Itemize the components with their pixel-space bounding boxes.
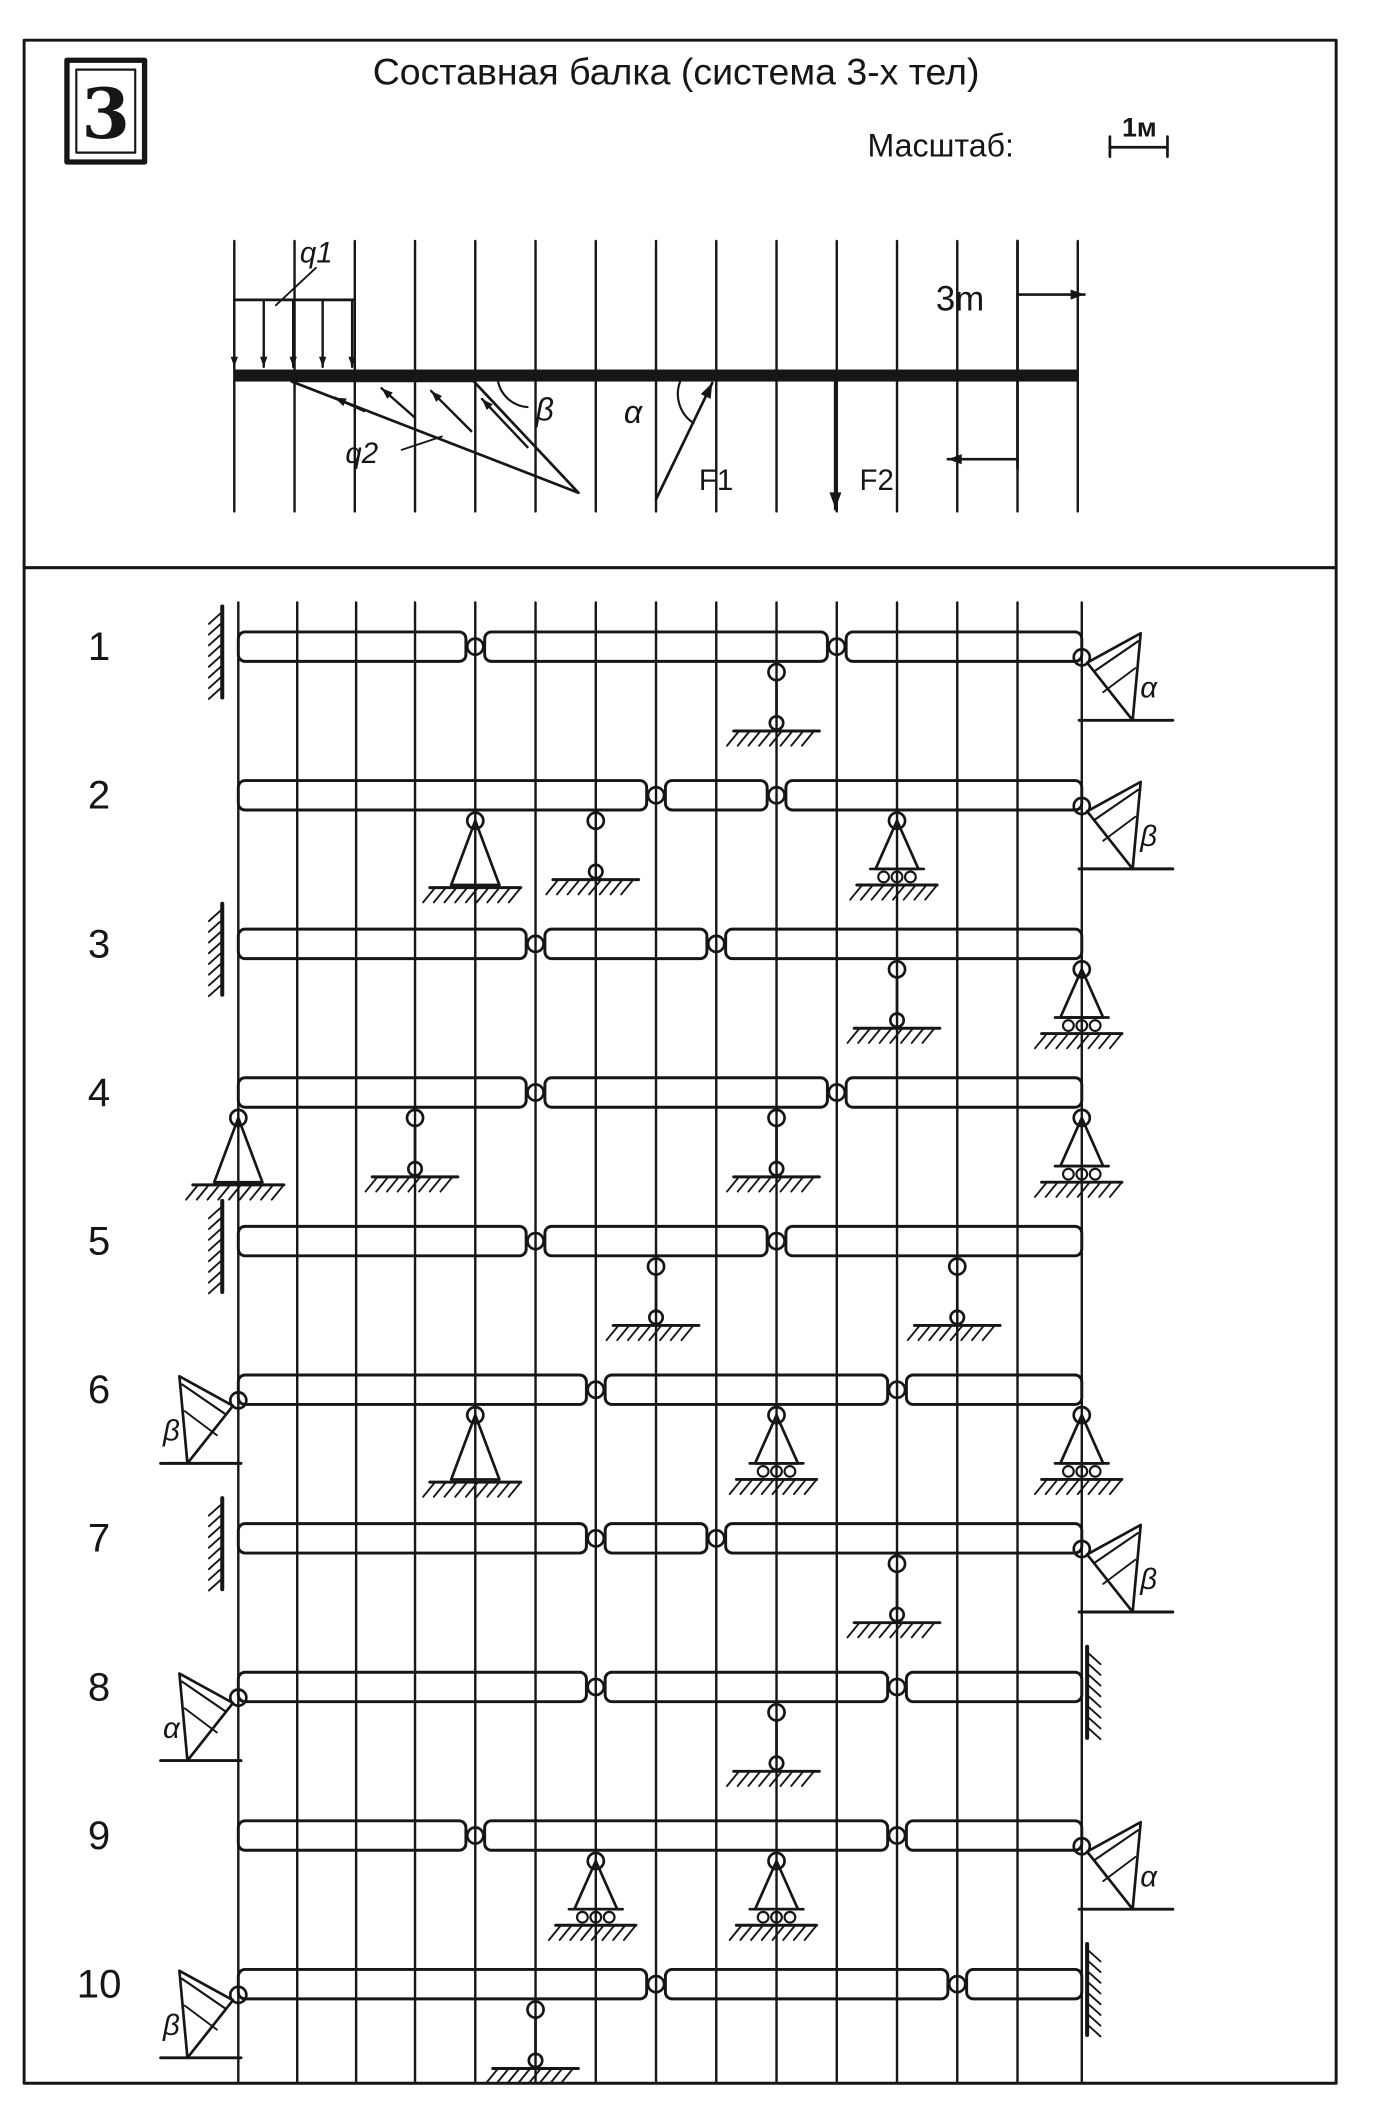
scale-bar bbox=[1110, 113, 1168, 157]
rod-support bbox=[847, 1556, 939, 1638]
support-angle-label: β bbox=[1140, 820, 1158, 854]
beam-segment bbox=[665, 1969, 947, 1998]
scheme-row bbox=[88, 1647, 1101, 1786]
roller-support bbox=[730, 1853, 817, 1940]
q2-arrow bbox=[382, 388, 415, 417]
rod-support bbox=[486, 2002, 578, 2084]
beam-segment bbox=[726, 929, 1082, 958]
scheme-number: 1 bbox=[87, 624, 111, 670]
inclined-support bbox=[1074, 782, 1173, 869]
q2-arrow bbox=[431, 391, 471, 431]
fixed-wall bbox=[209, 1201, 222, 1293]
scheme-number: 9 bbox=[87, 1812, 111, 1858]
q1-arrow bbox=[231, 300, 238, 367]
beta-label: β bbox=[535, 391, 554, 428]
beam-segment bbox=[906, 1821, 1081, 1850]
beam-segment bbox=[605, 1375, 887, 1404]
support-angle-label: β bbox=[162, 2009, 180, 2043]
beam-segment bbox=[238, 632, 466, 661]
rod-support bbox=[606, 1259, 698, 1341]
support-angle-label: α bbox=[1140, 1860, 1158, 1894]
scheme-row bbox=[88, 1070, 1122, 1200]
roller-support bbox=[730, 1407, 817, 1494]
pin-support bbox=[423, 1407, 521, 1497]
support-angle-label: β bbox=[162, 1414, 180, 1448]
support-angle-label: α bbox=[162, 1711, 180, 1745]
scheme-number: 8 bbox=[87, 1664, 111, 1710]
inclined-support bbox=[1074, 1525, 1173, 1612]
main-beam bbox=[234, 370, 1077, 382]
moment-arrow-top bbox=[1018, 289, 1085, 299]
variant-badge bbox=[67, 60, 145, 162]
scheme-row bbox=[88, 773, 1173, 903]
beam-segment bbox=[906, 1672, 1081, 1701]
inclined-support bbox=[161, 1376, 247, 1463]
scheme-number: 10 bbox=[76, 1961, 122, 2007]
scheme-row bbox=[88, 1201, 1082, 1340]
scheme-number: 3 bbox=[87, 921, 111, 967]
f1-label: F1 bbox=[698, 464, 734, 498]
roller-support bbox=[850, 813, 937, 900]
beam-segment bbox=[238, 1969, 646, 1998]
rod-support bbox=[727, 664, 819, 746]
moment-label: 3m bbox=[935, 279, 985, 319]
scheme-row bbox=[77, 1944, 1101, 2083]
fixed-wall bbox=[209, 1498, 222, 1590]
scheme-row bbox=[88, 904, 1122, 1049]
fixed-wall bbox=[209, 904, 222, 996]
rod-support bbox=[847, 961, 939, 1043]
roller-support bbox=[1035, 961, 1122, 1048]
beam-segment bbox=[238, 781, 646, 810]
page-title: Составная балка (система 3-х тел) bbox=[372, 50, 980, 93]
rod-support bbox=[727, 1110, 819, 1192]
moment-arrow-bottom bbox=[948, 454, 1018, 464]
scheme-number: 2 bbox=[87, 772, 111, 818]
beam-segment bbox=[786, 1226, 1082, 1255]
inclined-support bbox=[1074, 633, 1173, 720]
scheme-number: 5 bbox=[87, 1218, 111, 1264]
beam-segment bbox=[238, 1375, 586, 1404]
f2-arrow bbox=[829, 382, 841, 509]
q2-label: q2 bbox=[345, 437, 379, 471]
beam-segment bbox=[238, 1672, 586, 1701]
beam-segment bbox=[485, 1821, 888, 1850]
beam-segment bbox=[238, 1821, 466, 1850]
scheme-grid bbox=[238, 602, 1081, 2083]
alpha-label: α bbox=[623, 394, 643, 431]
scheme-row bbox=[88, 1498, 1173, 1637]
beam-segment bbox=[605, 1672, 887, 1701]
q1-arrow bbox=[319, 300, 326, 367]
q1-arrow bbox=[260, 300, 267, 367]
pin-support bbox=[423, 813, 521, 903]
rod-support bbox=[546, 813, 638, 895]
rod-support bbox=[727, 1704, 819, 1786]
pin-support bbox=[186, 1110, 284, 1200]
rod-support bbox=[908, 1259, 1000, 1341]
q1-arrow bbox=[290, 300, 297, 367]
inclined-support bbox=[1074, 1822, 1173, 1909]
beam-segment bbox=[846, 632, 1082, 661]
q1-label: q1 bbox=[299, 236, 333, 270]
alpha-arc bbox=[678, 382, 694, 424]
fixed-wall bbox=[209, 606, 222, 698]
beam-segment bbox=[545, 929, 707, 958]
q2-arrow bbox=[335, 398, 364, 411]
scheme-list bbox=[77, 606, 1173, 2083]
support-angle-label: α bbox=[1140, 671, 1158, 705]
beam-segment bbox=[786, 781, 1082, 810]
beam-segment bbox=[238, 1226, 526, 1255]
beam-segment bbox=[726, 1524, 1082, 1553]
beta-arc bbox=[498, 382, 527, 407]
scale-label: Масштаб: bbox=[867, 127, 1014, 164]
scheme-number: 4 bbox=[87, 1069, 111, 1115]
scheme-row bbox=[88, 606, 1173, 745]
scheme-row bbox=[88, 1367, 1122, 1497]
scale-unit: 1м bbox=[1122, 112, 1157, 143]
inclined-support bbox=[161, 1674, 247, 1761]
roller-support bbox=[1035, 1110, 1122, 1197]
scheme-number: 6 bbox=[87, 1367, 111, 1413]
beam-segment bbox=[545, 1078, 827, 1107]
roller-support bbox=[1035, 1407, 1122, 1494]
beam-segment bbox=[906, 1375, 1081, 1404]
beam-segment bbox=[238, 929, 526, 958]
beam-segment bbox=[846, 1078, 1082, 1107]
f2-label: F2 bbox=[859, 464, 894, 498]
scheme-row bbox=[88, 1813, 1173, 1940]
beam-segment bbox=[238, 1524, 586, 1553]
roller-support bbox=[549, 1853, 636, 1940]
fixed-wall bbox=[1087, 1944, 1100, 2036]
beam-segment bbox=[967, 1969, 1082, 1998]
variant-number: 3 bbox=[81, 73, 130, 155]
inclined-support bbox=[161, 1971, 247, 2058]
support-angle-label: β bbox=[1140, 1563, 1158, 1597]
scheme-number: 7 bbox=[87, 1515, 111, 1561]
beam-segment bbox=[238, 1078, 526, 1107]
fixed-wall bbox=[1087, 1647, 1100, 1739]
rod-support bbox=[366, 1110, 458, 1192]
